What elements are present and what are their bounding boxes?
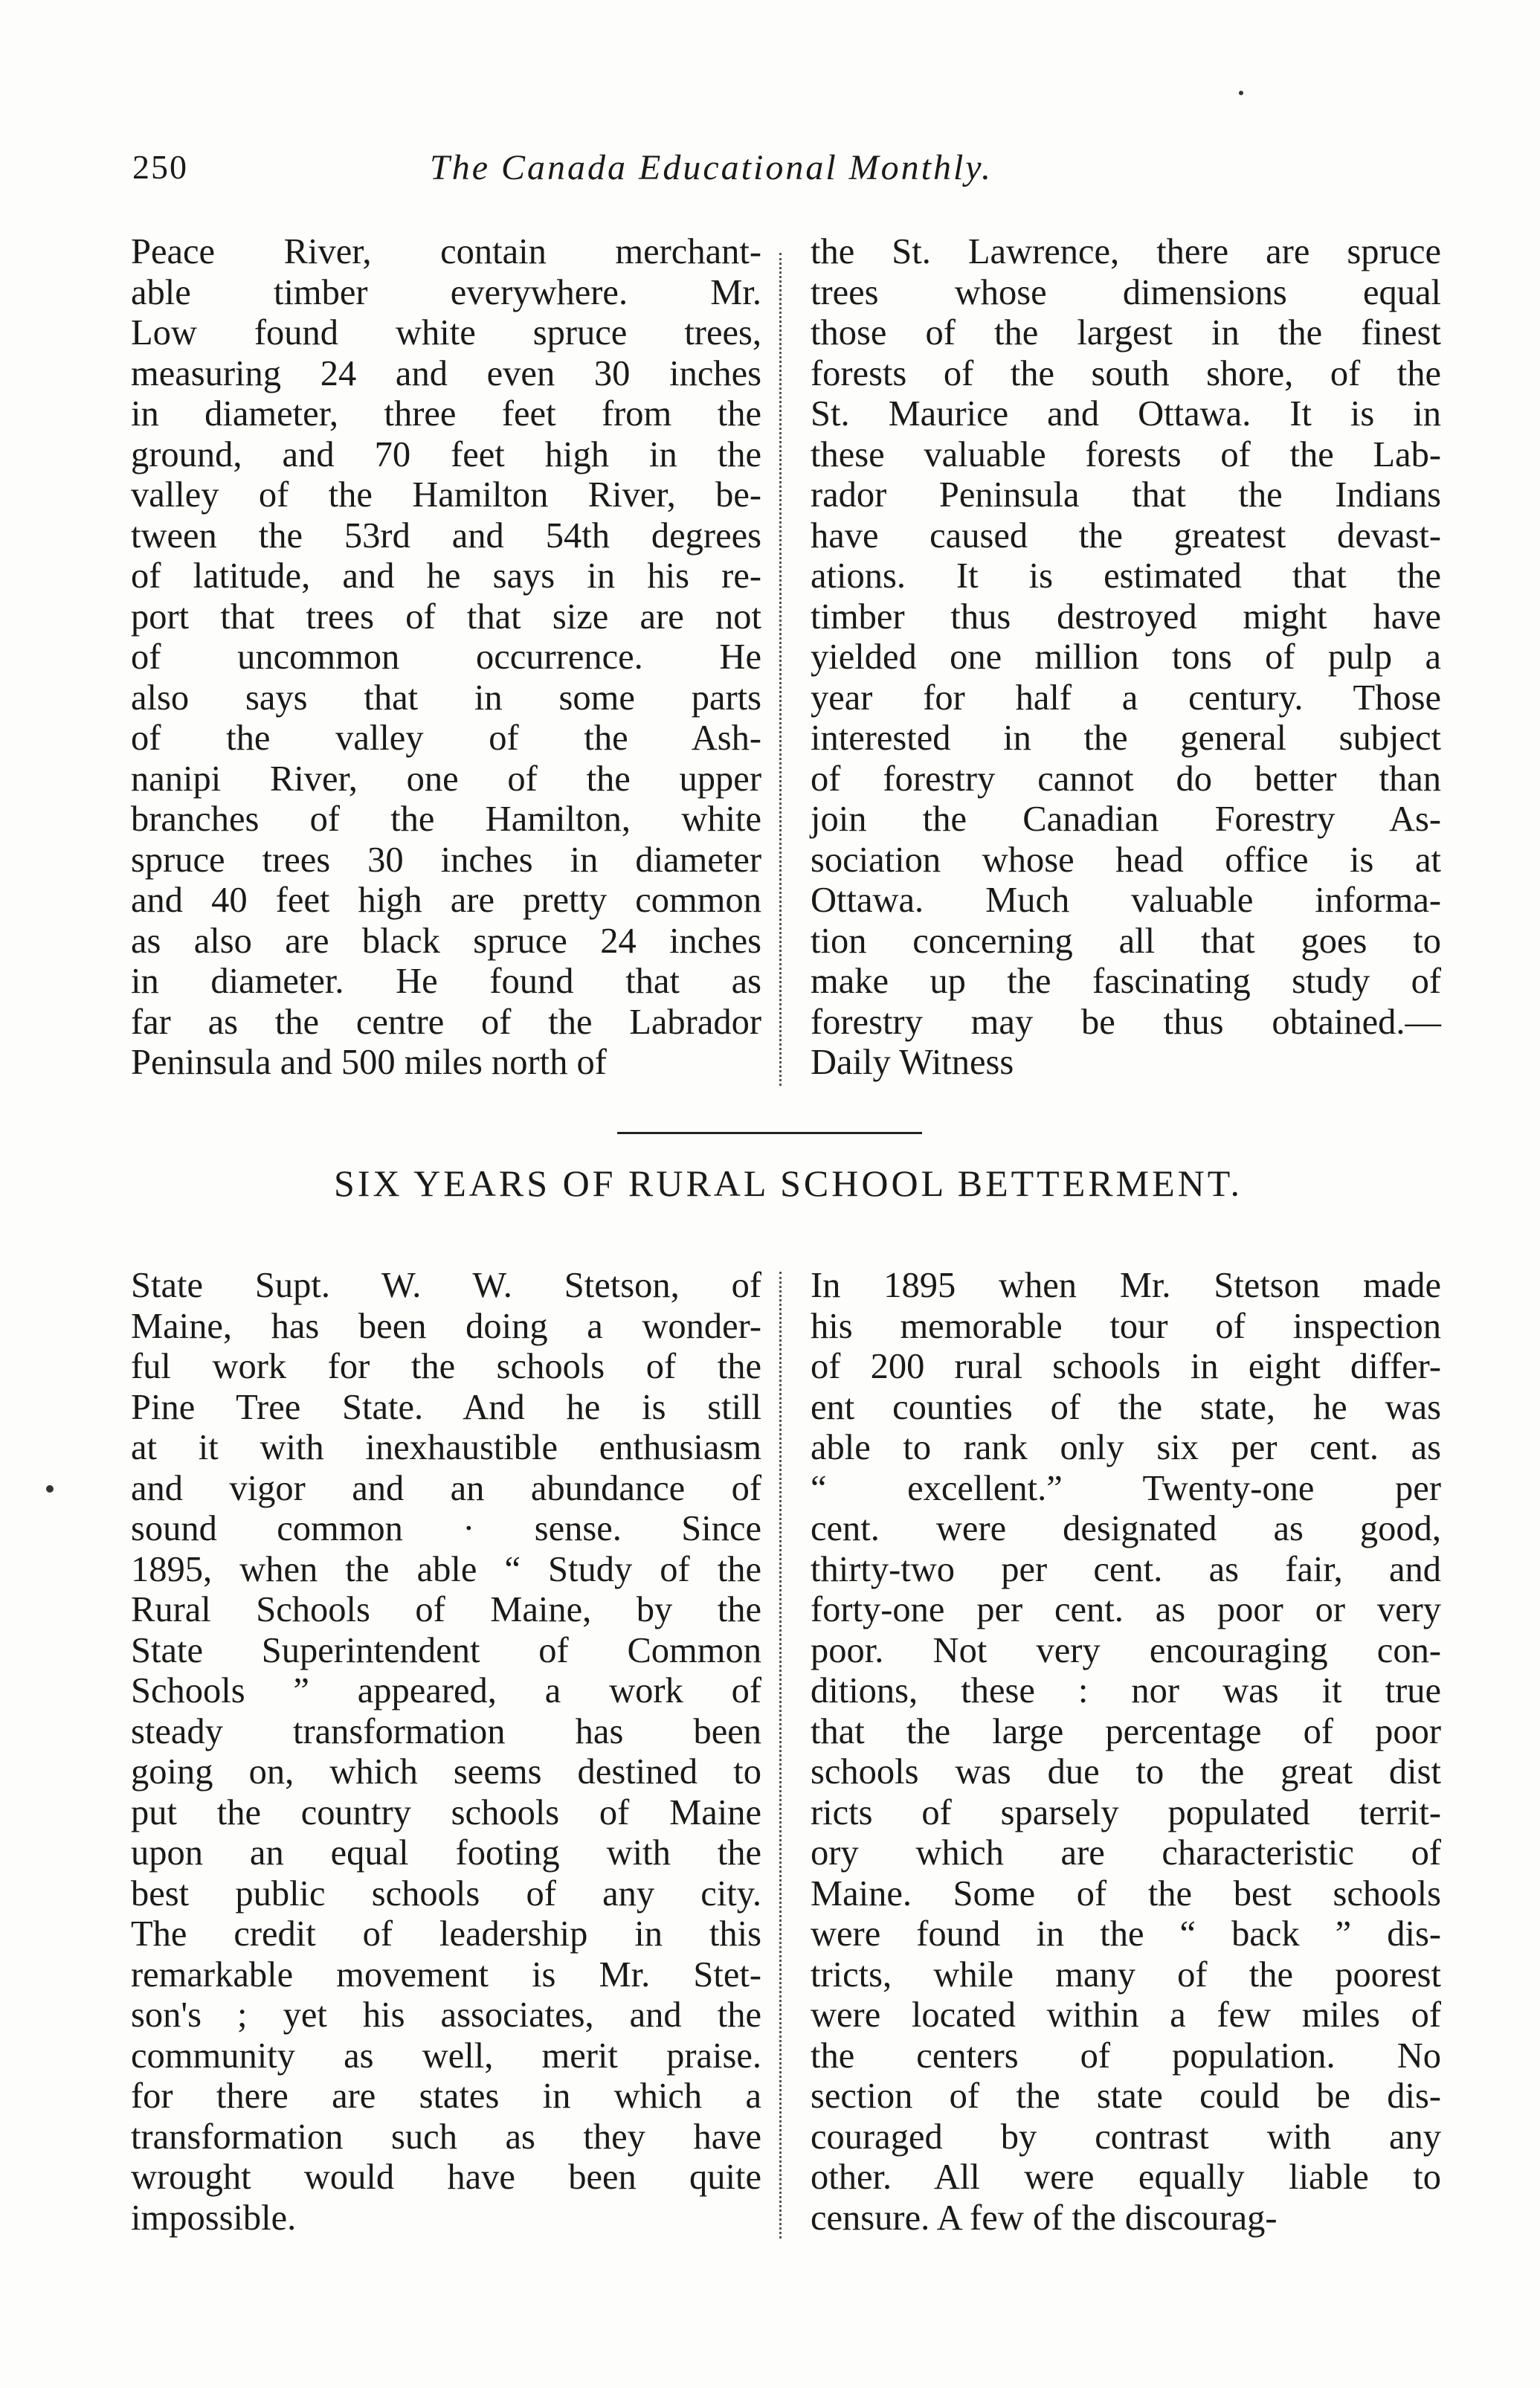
text-line: best public schools of any city.: [131, 1873, 761, 1914]
section-heading: SIX YEARS OF RURAL SCHOOL BETTERMENT.: [333, 1162, 1243, 1204]
page-number: 250: [132, 148, 188, 186]
text-line: the St. Lawrence, there are spruce: [811, 232, 1441, 271]
section-divider-rule: [617, 1132, 922, 1134]
text-line: these valuable forests of the Lab-: [811, 434, 1441, 474]
column-gutter-rule-top: [779, 253, 782, 1086]
text-line: other. All were equally liable to: [811, 2157, 1441, 2197]
text-line: Pine Tree State. And he is still: [131, 1387, 761, 1427]
text-line: censure. A few of the discourag-: [811, 2198, 1278, 2238]
text-line: valley of the Hamilton River, be-: [131, 475, 761, 515]
text-line: impossible.: [131, 2198, 297, 2238]
article-column-bottom-left: [131, 1266, 761, 2239]
text-line: Maine, has been doing a wonder-: [131, 1306, 761, 1346]
text-line: ground, and 70 feet high in the: [131, 434, 761, 474]
text-line: forty-one per cent. as poor or very: [811, 1590, 1441, 1629]
text-line: and 40 feet high are pretty common: [131, 881, 761, 920]
text-line: also says that in some parts: [131, 678, 761, 718]
text-line: Maine. Some of the best schools: [811, 1873, 1441, 1914]
text-line: Daily Witness: [811, 1043, 1014, 1082]
text-line: poor. Not very encouraging con-: [811, 1630, 1441, 1670]
text-line: tween the 53rd and 54th degrees: [131, 515, 761, 556]
text-line: yielded one million tons of pulp a: [811, 637, 1441, 677]
text-line: transformation such as they have: [131, 2117, 761, 2157]
text-line: tricts, while many of the poorest: [811, 1954, 1441, 1995]
text-line: port that trees of that size are not: [131, 596, 761, 637]
text-line: were found in the “ back ” dis-: [811, 1914, 1441, 1954]
text-line: join the Canadian Forestry As-: [811, 799, 1441, 839]
text-line: son's ; yet his associates, and the: [131, 1995, 761, 2035]
text-line: of forestry cannot do better than: [811, 759, 1441, 799]
text-line: 1895, when the able “ Study of the: [131, 1549, 761, 1589]
text-line: Schools ” appeared, a work of: [131, 1671, 761, 1710]
text-line: going on, which seems destined to: [131, 1752, 761, 1792]
text-line: that the large percentage of poor: [811, 1711, 1441, 1751]
text-line: spruce trees 30 inches in diameter: [131, 840, 761, 880]
journal-title: The Canada Educational Monthly.: [430, 148, 993, 187]
article-column-top-right: [811, 232, 1441, 1084]
text-line: tion concerning all that goes to: [811, 921, 1441, 961]
text-line: measuring 24 and even 30 inches: [131, 353, 761, 393]
text-line: forestry may be thus obtained.—: [811, 1002, 1441, 1042]
text-line: able to rank only six per cent. as: [811, 1428, 1441, 1467]
article-column-bottom-right: [811, 1266, 1441, 2239]
text-line: St. Maurice and Ottawa. It is in: [811, 394, 1441, 434]
ink-speck: [1239, 91, 1243, 95]
text-line: ent counties of the state, he was: [811, 1387, 1441, 1427]
text-line: at it with inexhaustible enthusiasm: [131, 1428, 761, 1467]
text-line: have caused the greatest devast-: [811, 515, 1441, 556]
text-line: Rural Schools of Maine, by the: [131, 1590, 761, 1629]
column-gutter-rule-bottom: [779, 1272, 782, 2239]
text-line: able timber everywhere. Mr.: [131, 272, 761, 312]
text-line: and vigor and an abundance of: [131, 1468, 761, 1508]
text-line: were located within a few miles of: [811, 1995, 1441, 2035]
article-column-top-left: [131, 232, 761, 1084]
text-line: far as the centre of the Labrador: [131, 1002, 761, 1042]
text-line: thirty-two per cent. as fair, and: [811, 1549, 1441, 1589]
text-line: in diameter. He found that as: [131, 962, 761, 1001]
text-line: wrought would have been quite: [131, 2157, 761, 2197]
text-line: section of the state could be dis-: [811, 2076, 1441, 2116]
text-line: In 1895 when Mr. Stetson made: [811, 1266, 1441, 1305]
text-line: Ottawa. Much valuable informa-: [811, 881, 1441, 920]
text-line: nanipi River, one of the upper: [131, 759, 761, 799]
text-line: as also are black spruce 24 inches: [131, 921, 761, 961]
text-line: the centers of population. No: [811, 2035, 1441, 2076]
text-line: interested in the general subject: [811, 718, 1441, 758]
text-line: rador Peninsula that the Indians: [811, 475, 1441, 515]
text-line: ditions, these : nor was it true: [811, 1671, 1441, 1710]
text-line: ory which are characteristic of: [811, 1833, 1441, 1873]
text-line: sound common · sense. Since: [131, 1509, 761, 1548]
running-head: [132, 147, 1441, 199]
text-line: those of the largest in the finest: [811, 313, 1441, 353]
text-line: State Superintendent of Common: [131, 1630, 761, 1670]
text-line: forests of the south shore, of the: [811, 353, 1441, 393]
text-line: year for half a century. Those: [811, 678, 1441, 718]
text-line: upon an equal footing with the: [131, 1833, 761, 1873]
text-line: community as well, merit praise.: [131, 2035, 761, 2076]
text-line: put the country schools of Maine: [131, 1792, 761, 1832]
text-line: trees whose dimensions equal: [811, 272, 1441, 312]
text-line: steady transformation has been: [131, 1711, 761, 1751]
text-line: in diameter, three feet from the: [131, 394, 761, 434]
text-line: cent. were designated as good,: [811, 1509, 1441, 1548]
text-line: of the valley of the Ash-: [131, 718, 761, 758]
text-line: make up the fascinating study of: [811, 962, 1441, 1001]
text-line: The credit of leadership in this: [131, 1914, 761, 1954]
text-line: of 200 rural schools in eight differ-: [811, 1347, 1441, 1386]
text-line: Peninsula and 500 miles north of: [131, 1043, 607, 1082]
text-line: State Supt. W. W. Stetson, of: [131, 1266, 761, 1305]
text-line: of latitude, and he says in his re-: [131, 556, 761, 596]
text-line: schools was due to the great dist: [811, 1752, 1441, 1792]
text-line: for there are states in which a: [131, 2076, 761, 2116]
text-line: sociation whose head office is at: [811, 840, 1441, 880]
text-line: ricts of sparsely populated territ-: [811, 1792, 1441, 1832]
text-line: his memorable tour of inspection: [811, 1306, 1441, 1346]
text-line: ations. It is estimated that the: [811, 556, 1441, 596]
text-line: of uncommon occurrence. He: [131, 637, 761, 677]
text-line: remarkable movement is Mr. Stet-: [131, 1954, 761, 1995]
text-line: branches of the Hamilton, white: [131, 799, 761, 839]
text-line: timber thus destroyed might have: [811, 596, 1441, 637]
text-line: Low found white spruce trees,: [131, 313, 761, 353]
ink-speck: [46, 1485, 54, 1493]
text-line: “ excellent.” Twenty-one per: [811, 1468, 1441, 1508]
text-line: ful work for the schools of the: [131, 1347, 761, 1386]
text-line: couraged by contrast with any: [811, 2117, 1441, 2157]
text-line: Peace River, contain merchant-: [131, 232, 761, 271]
